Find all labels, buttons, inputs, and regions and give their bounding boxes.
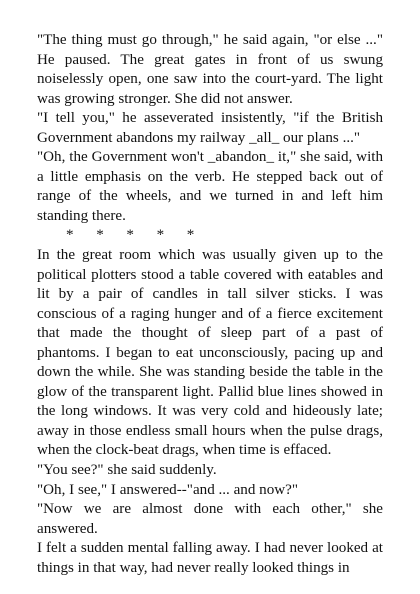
paragraph-falling-away: I felt a sudden mental falling away. I had never looked at things in that way, had never really looked things in — [37, 540, 383, 576]
paragraph-government: "Oh, the Government won't _abandon_ it," she said, with a little emphasis on the verb. He stepped back out of range of the wheels, and we turned in and left him standing there. — [37, 149, 383, 224]
paragraph-great-room: In the great room which was usually given up to the political plotters stood a table covered with eatables and lit by a pair of candles in tall silver sticks. I was conscious of a raging hunger and of a fierce excitement that made the thought of sleep part of a past of phantoms. I began to eat unconsciously, pacing up and down the while. She was standing beside the table in the glow of the transparent light. Pallid blue lines showed in the long windows. It was very cold and hideously late; away in those endless small hours when the pulse drags, when the clock-beat drags, when time is effaced. — [37, 247, 383, 459]
section-separator: * * * * * — [66, 227, 195, 244]
paragraph-oh-i-see: "Oh, I see," I answered--"and ... and now?" — [37, 481, 299, 498]
paragraph-you-see: "You see?" she said suddenly. — [37, 462, 217, 479]
book-page — [37, 31, 383, 578]
paragraph-now-we-are: "Now we are almost done with each other," she answered. — [37, 501, 383, 537]
paragraph-railway: "I tell you," he asseverated insistently, "if the British Government abandons my railway _all_ our plans ..." — [37, 110, 383, 146]
paragraph-gates: "The thing must go through," he said again, "or else ..." He paused. The great gates in front of us swung noiselessly open, one saw into the court-yard. The light was growing stronger. She did not answer. — [37, 32, 383, 107]
